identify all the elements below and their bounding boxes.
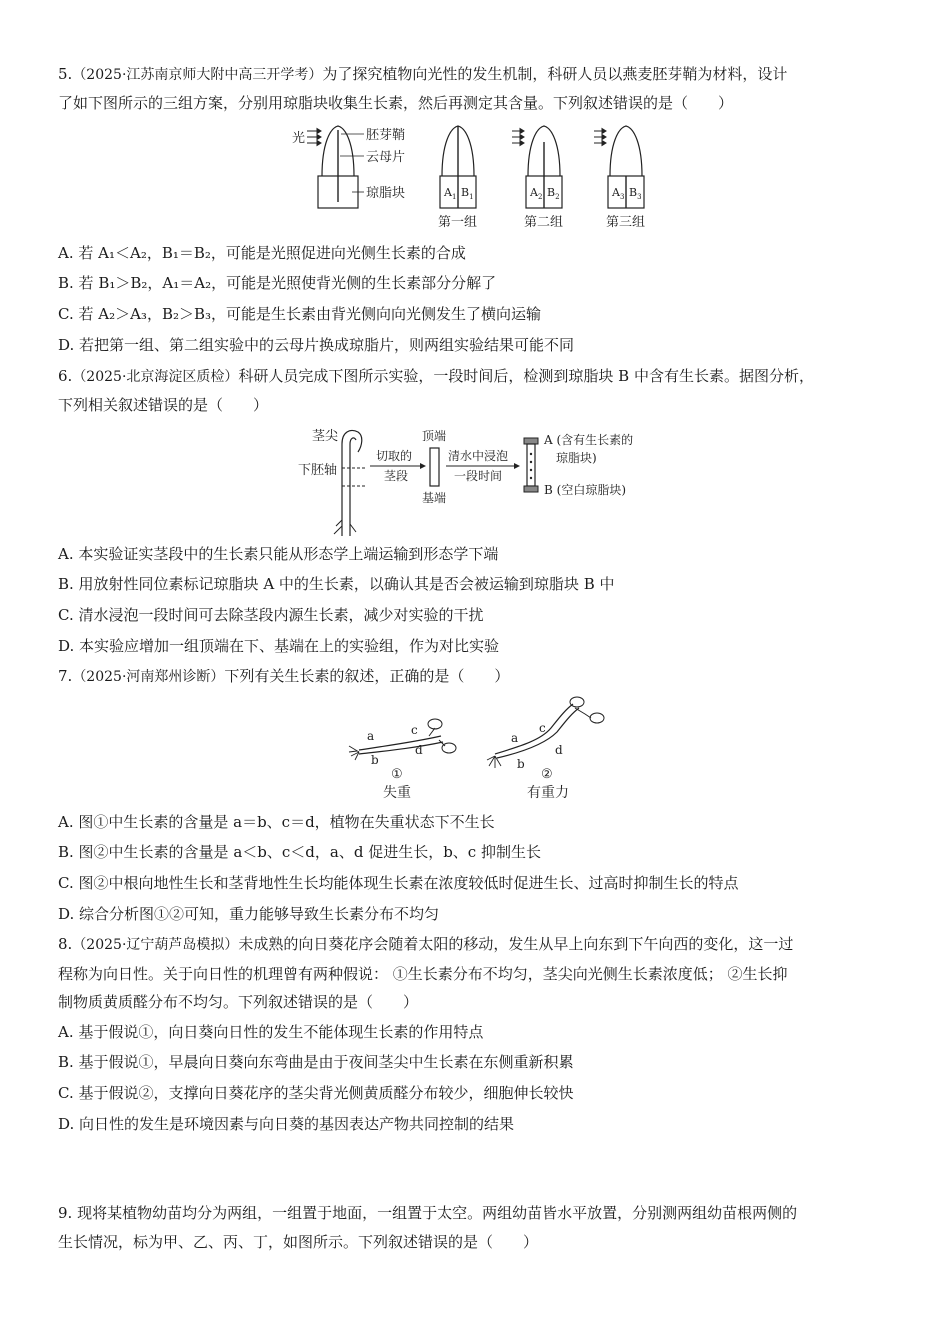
q6-block-a-label-1: A (含有生长素的 [544, 433, 634, 447]
q6-option-d: D. 本实验应增加一组顶端在下、基端在上的实验组，作为对比实验 [58, 637, 500, 655]
q5-g2-b-label: $B_2$ [547, 186, 560, 201]
q5-stem-text1: 为了探究植物向光性的发生机制，科研人员以燕麦胚芽鞘为材料，设计 [322, 65, 788, 83]
q5-coleoptile-label: 胚芽鞘 [366, 128, 406, 143]
q6-stem-line2: 下列相关叙述错误的是（ ） [58, 396, 269, 414]
q5-stem-line1 [58, 64, 787, 85]
q8-option-c: C. 基于假说②，支撑向日葵花序的茎尖背光侧黄质醛分布较少，细胞伸长较快 [58, 1084, 574, 1102]
q7-plant2-leaf1 [570, 697, 584, 707]
q9-stem-line2: 生长情况，标为甲、乙、丙、丁，如图所示。下列叙述错误的是（ ） [58, 1233, 539, 1251]
q7-plant1-label-c: c [411, 723, 418, 737]
q5-option-c: C. 若 A₂＞A₃，B₂＞B₃，可能是生长素由背光侧向向光侧发生了横向运输 [58, 305, 542, 323]
q7-plant2-label-b: b [517, 757, 525, 771]
q7-option-b: B. 图②中生长素的含量是 a＜b、c＜d，a、d 促进生长，b、c 抑制生长 [58, 843, 541, 861]
q5-g3-b-label: $B_3$ [629, 186, 642, 201]
q8-number: 8. [58, 935, 73, 953]
q6-stem-tip-label: 茎尖 [312, 429, 339, 444]
q7-option-a: A. 图①中生长素的含量是 a＝b、c＝d，植物在失重状态下不生长 [58, 813, 495, 831]
q5-source: （2025·江苏南京师大附中高三开学考） [72, 67, 323, 83]
q6-block-b-label: B (空白琼脂块) [544, 483, 626, 497]
q6-cut-label-2: 茎段 [384, 469, 409, 483]
q7-number: 7. [58, 667, 73, 685]
q5-g3-light-arrows [594, 129, 606, 146]
q9-stem-line1 [58, 1203, 797, 1223]
q5-g3-a-label: $A_3$ [612, 186, 625, 201]
q5-number: 5. [58, 65, 73, 83]
q7-plant2-label-a: a [511, 731, 519, 745]
q8-stem-text1: 未成熟的向日葵花序会随着太阳的移动，发生从早上向东到下午向西的变化，这一过 [238, 935, 794, 953]
q6-hypocotyl-label: 下胚轴 [298, 463, 338, 478]
q5-g1-b-label: $B_1$ [461, 186, 474, 201]
q6-soak-label-1: 清水中浸泡 [448, 449, 509, 463]
q6-agar-block-a [524, 438, 538, 444]
q7-plant2-label-d: d [555, 743, 563, 757]
q7-stem-text1: 下列有关生长素的叙述，正确的是（ ） [224, 667, 510, 685]
q7-plant2-number: ② [541, 767, 553, 782]
q8-stem-line3: 制物质黄质醛分布不均匀。下列叙述错误的是（ ） [58, 993, 419, 1011]
q7-stem-line1 [58, 666, 509, 687]
q6-stem-segment-treated [527, 444, 535, 486]
q6-option-a: A. 本实验证实茎段中的生长素只能从形态学上端运输到形态学下端 [58, 545, 499, 563]
q6-stem-line1 [58, 366, 814, 387]
q5-mica-label: 云母片 [366, 150, 406, 165]
q7-plant1-label-b: b [371, 753, 379, 767]
q6-stem-text1: 科研人员完成下图所示实验，一段时间后，检测到琼脂块 B 中含有生长素。据图分析， [238, 367, 814, 385]
q6-block-a-label-2: 琼脂块) [556, 451, 597, 465]
q7-source: （2025·河南郑州诊断） [72, 669, 225, 685]
q5-figure [290, 120, 670, 232]
q5-light-label: 光 [292, 131, 306, 146]
q6-seedling-drawing [342, 431, 362, 537]
q6-soak-label-2: 一段时间 [454, 469, 503, 483]
q5-light-arrows [307, 129, 321, 146]
q8-option-b: B. 基于假说①，早晨向日葵向东弯曲是由于夜间茎尖中生长素在东侧重新积累 [58, 1053, 574, 1071]
q5-option-a: A. 若 A₁＜A₂，B₁＝B₂，可能是光照促进向光侧生长素的合成 [58, 244, 466, 262]
q6-source: （2025·北京海淀区质检） [72, 369, 239, 385]
q8-stem-line1 [58, 934, 793, 955]
q7-plant1-leaf1 [428, 719, 442, 729]
q5-agar-label: 琼脂块 [366, 186, 406, 201]
q5-group1-caption: 第一组 [438, 215, 478, 230]
q6-option-c: C. 清水浸泡一段时间可去除茎段内源生长素，减少对实验的干扰 [58, 606, 484, 624]
q7-plant1-label-a: a [367, 729, 375, 743]
q5-stem-line2: 了如下图所示的三组方案，分别用琼脂块收集生长素，然后再测定其含量。下列叙述错误的是（ ） [58, 94, 734, 112]
q7-plant1-caption: 失重 [383, 785, 411, 801]
q7-plant1-label-d: d [415, 743, 423, 757]
q6-agar-block-b [524, 486, 538, 492]
q6-option-b: B. 用放射性同位素标记琼脂块 A 中的生长素，以确认其是否会被运输到琼脂块 B 中 [58, 575, 615, 593]
q6-number: 6. [58, 367, 73, 385]
q5-option-d: D. 若把第一组、第二组实验中的云母片换成琼脂片，则两组实验结果可能不同 [58, 336, 575, 354]
q5-g2-light-arrows [512, 129, 524, 146]
q7-plant2-leaf2 [590, 713, 604, 723]
q6-base-label: 基端 [422, 491, 447, 505]
q5-g2-a-label: $A_2$ [530, 186, 543, 201]
q6-stem-segment [430, 448, 439, 486]
q7-plant2-label-c: c [539, 721, 546, 735]
q8-source: （2025·辽宁葫芦岛模拟） [72, 937, 239, 953]
q5-option-b: B. 若 B₁＞B₂，A₁＝A₂，可能是光照使背光侧的生长素部分分解了 [58, 274, 497, 292]
q5-group2-caption: 第二组 [524, 215, 564, 230]
q7-plant1-number: ① [391, 767, 403, 782]
q7-figure [345, 696, 615, 804]
q8-option-a: A. 基于假说①，向日葵向日性的发生不能体现生长素的作用特点 [58, 1023, 484, 1041]
q6-figure [298, 422, 688, 538]
q8-option-d: D. 向日性的发生是环境因素与向日葵的基因表达产物共同控制的结果 [58, 1115, 515, 1133]
q6-top-label: 顶端 [422, 429, 447, 443]
q5-group3-caption: 第三组 [606, 215, 646, 230]
q5-g1-a-label: $A_1$ [444, 186, 457, 201]
q9-stem-text1: 现将某植物幼苗均分为两组，一组置于地面，一组置于太空。两组幼苗皆水平放置，分别测两组幼苗根两侧的 [77, 1204, 798, 1222]
q6-cut-label-1: 切取的 [376, 449, 413, 463]
q7-option-d: D. 综合分析图①②可知，重力能够导致生长素分布不均匀 [58, 905, 440, 923]
q7-option-c: C. 图②中根向地性生长和茎背地性生长均能体现生长素在浓度较低时促进生长、过高时抑制生长的特点 [58, 874, 739, 892]
q8-stem-line2: 程称为向日性。关于向日性的机理曾有两种假说： ①生长素分布不均匀，茎尖向光侧生长素浓度低； ②生长抑 [58, 965, 788, 983]
q5-g3-coleoptile [610, 126, 642, 176]
q7-plant2-caption: 有重力 [527, 785, 569, 801]
q7-plant1-roots [349, 746, 359, 760]
q9-number: 9. [58, 1204, 73, 1222]
